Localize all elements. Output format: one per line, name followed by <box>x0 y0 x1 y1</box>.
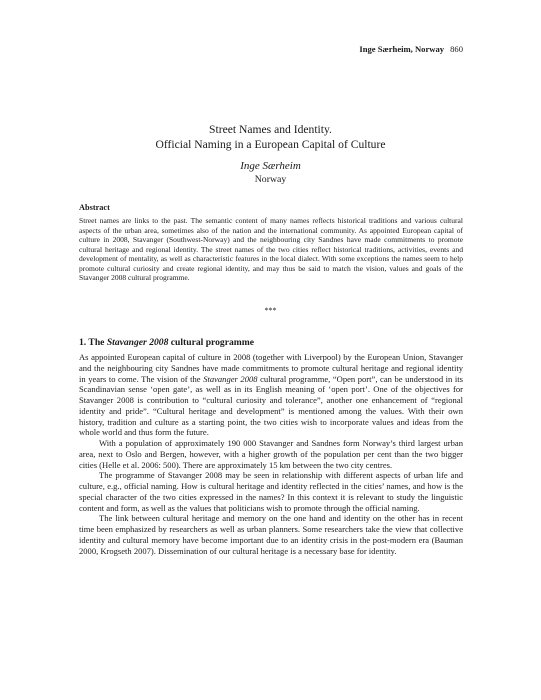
running-head <box>359 44 463 54</box>
author-name: Inge Særheim <box>240 160 301 172</box>
paragraph-1-italic: Stavanger 2008 <box>203 373 258 384</box>
running-head-author: Inge Særheim, Norway <box>359 44 445 54</box>
body-text <box>79 352 463 556</box>
paragraph-3: The programme of Stavanger 2008 may be seen in relationship with different aspects of urban life and culture, e.g., official naming. How is cultural heritage and identity reflected in the cities’ names, and how is the special character of the two cities expressed in the names? In this context it is relevant to study the linguistic content and form, as well as the values that politicians wish to promote through the official naming. <box>79 470 463 513</box>
page-number: 860 <box>450 44 463 54</box>
paragraph-1 <box>79 352 463 438</box>
abstract-heading: Abstract <box>79 203 110 212</box>
abstract-text: Street names are links to the past. The semantic content of many names reflects historical traditions and various cultural aspects of the urban area, sometimes also of the nation and the international community. As appointed European capital of culture in 2008, Stavanger (Southwest-Norway) and the neighbouring city Sandnes have made commitments to promote cultural heritage and regional identity. The street names of the two cities reflect historical traditions, activities, events and development of mentality, as well as characteristic features in the local dialect. With some exceptions the names seem to help promote cultural curiosity and create regional identity, and may thus be said to match the vision, values and goals of the Stavanger 2008 cultural programme. <box>79 216 463 283</box>
paragraph-2: With a population of approximately 190 000 Stavanger and Sandnes form Norway’s third largest urban area, next to Oslo and Bergen, however, with a higher growth of the population per cent than the two bigger cities (Helle et al. 2006: 500). There are approximately 15 km between the two city centres. <box>79 438 463 470</box>
section-heading <box>79 337 254 348</box>
title-line-1: Street Names and Identity. <box>209 123 332 136</box>
paragraph-4: The link between cultural heritage and memory on the one hand and identity on the other has in recent time been emphasized by researchers as well as urban planners. Some researchers take the view that collective identity and cultural memory have become important due to an identity crisis in the post-modern era (Bauman 2000, Krogseth 2007). Dissemination of our cultural heritage is a necessary base for identity. <box>79 513 463 556</box>
paragraph-1-part-a: As appointed European capital of culture in 2008 (together with Liverpool) by the European Union, Stavanger and the neighbouring city Sandnes have made commitments to promote cultural heritage and regional identity in years to come. The vision of the <box>79 352 463 384</box>
paper-title <box>0 122 541 152</box>
section-heading-prefix: 1. The <box>79 337 107 348</box>
title-line-2: Official Naming in a European Capital of Culture <box>155 138 386 151</box>
paragraph-1-part-b: cultural programme, “Open port”, can be understood in its Scandinavian sense ‘open gate’, as well as in its English meaning of ‘open port’. One of the objectives for Stavanger 2008 is contribution to “cultural curiosity and tolerance”, another one enhancement of “regional identity and pride”. “Cultural heritage and development” is mentioned among the values. With their own history, tradition and culture as a starting point, the two cities wish to incorporate values and ideas from the whole world and thus form the future. <box>79 373 463 438</box>
section-separator: *** <box>264 306 277 315</box>
author-country: Norway <box>254 174 287 185</box>
section-heading-suffix: cultural programme <box>168 337 255 348</box>
section-heading-italic: Stavanger 2008 <box>106 337 169 348</box>
